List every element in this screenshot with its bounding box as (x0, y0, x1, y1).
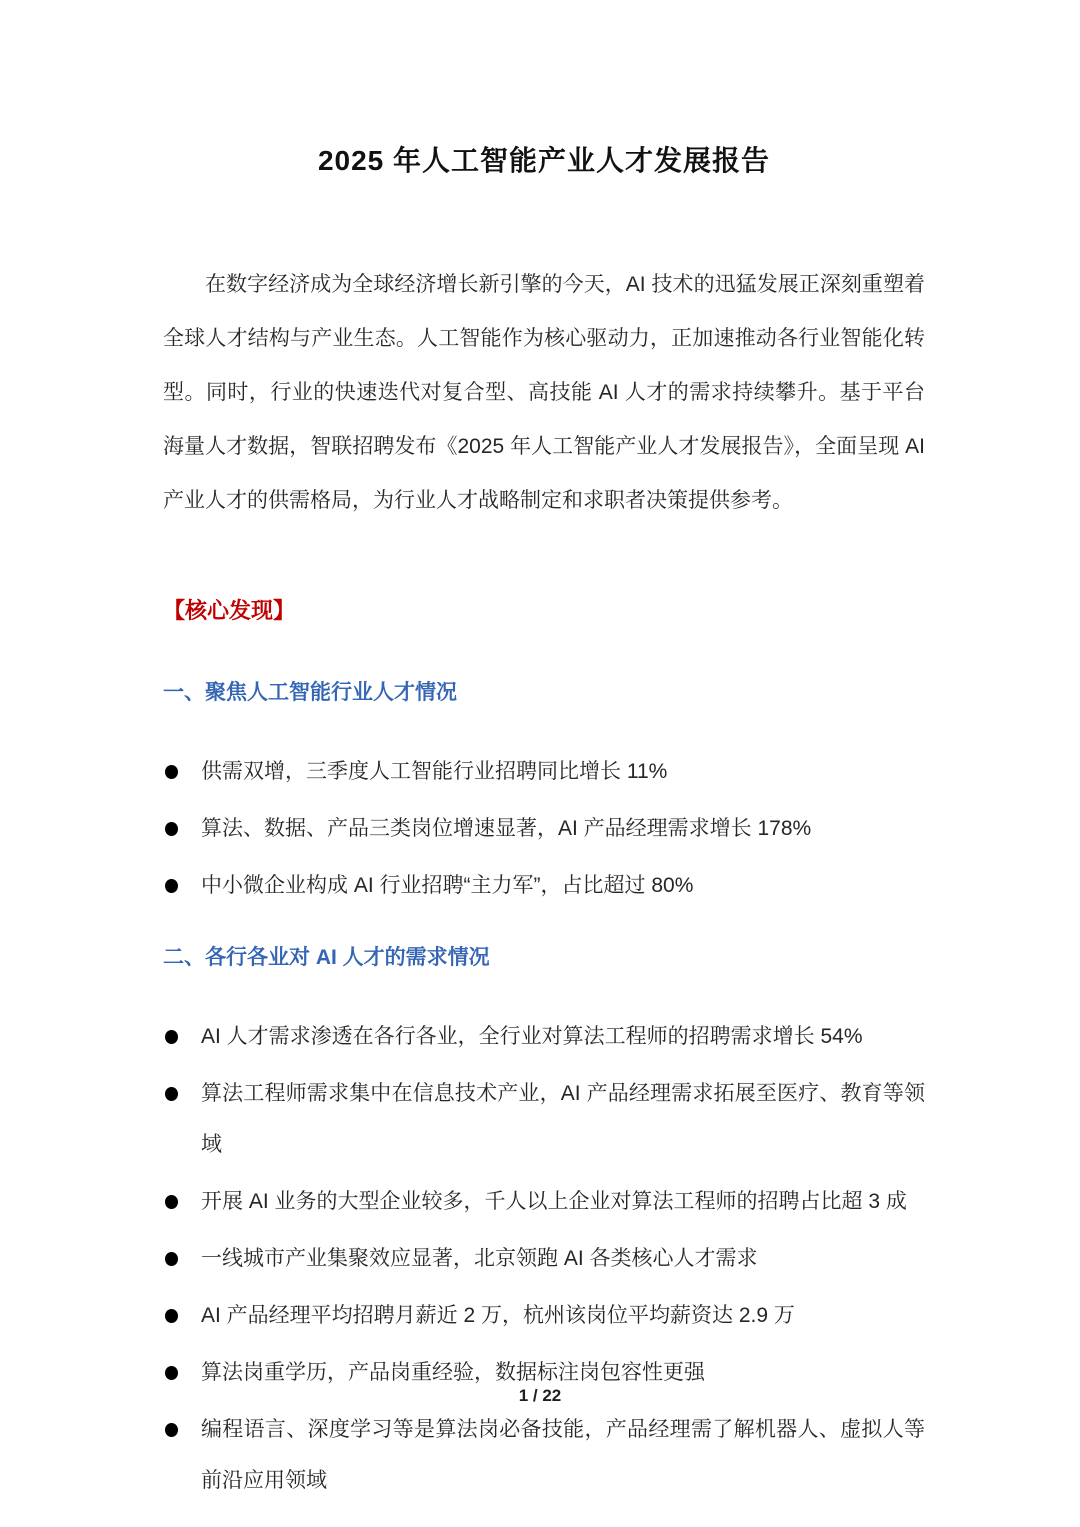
intro-paragraph: 在数字经济成为全球经济增长新引擎的今天，AI 技术的迅猛发展正深刻重塑着全球人才结构与产业生态。人工智能作为核心驱动力，正加速推动各行业智能化转型。同时，行业的快速迭代对复合型、高技能 AI 人才的需求持续攀升。基于平台海量人才数据，智联招聘发布《2025 年人工智能产业人才发展报告》，全面呈现 AI 产业人才的供需格局，为行业人才战略制定和求职者决策提供参考。 (163, 273, 925, 512)
list-item (163, 1290, 925, 1341)
list-item (163, 1011, 925, 1062)
list-item (163, 1176, 925, 1227)
list-item (163, 1404, 925, 1506)
bullet-list-section-1 (163, 746, 925, 911)
page-content (163, 0, 925, 1512)
core-findings-heading: 【核心发现】 (163, 598, 296, 623)
bullet-icon (165, 1309, 178, 1323)
bullet-icon (165, 879, 178, 893)
list-item (163, 746, 925, 797)
bullet-text: 一线城市产业集聚效应显著，北京领跑 AI 各类核心人才需求 (201, 1247, 758, 1270)
bullet-icon (165, 1423, 178, 1437)
bullet-icon (165, 1252, 178, 1266)
section-heading-1: 一、聚焦人工智能行业人才情况 (163, 681, 457, 704)
bullet-text: 中小微企业构成 AI 行业招聘“主力军”，占比超过 80% (201, 874, 694, 897)
bullet-icon (165, 822, 178, 836)
list-item (163, 803, 925, 854)
bullet-list-section-2 (163, 1011, 925, 1506)
bullet-icon (165, 765, 178, 779)
bullet-icon (165, 1030, 178, 1044)
bullet-text: 开展 AI 业务的大型企业较多，千人以上企业对算法工程师的招聘占比超 3 成 (201, 1190, 907, 1213)
section-heading-2: 二、各行各业对 AI 人才的需求情况 (163, 946, 490, 969)
bullet-icon (165, 1366, 178, 1380)
page-number: 1 / 22 (518, 1386, 562, 1405)
bullet-text: 算法、数据、产品三类岗位增速显著，AI 产品经理需求增长 178% (201, 817, 812, 840)
list-item (163, 860, 925, 911)
page-title: 2025 年人工智能产业人才发展报告 (317, 145, 771, 176)
bullet-text: 算法岗重学历，产品岗重经验，数据标注岗包容性更强 (201, 1361, 705, 1384)
bullet-icon (165, 1195, 178, 1209)
bullet-text: 算法工程师需求集中在信息技术产业，AI 产品经理需求拓展至医疗、教育等领域 (201, 1082, 925, 1156)
bullet-icon (165, 1087, 178, 1101)
bullet-text: AI 产品经理平均招聘月薪近 2 万，杭州该岗位平均薪资达 2.9 万 (201, 1304, 795, 1327)
bullet-text: AI 人才需求渗透在各行各业，全行业对算法工程师的招聘需求增长 54% (201, 1025, 863, 1048)
list-item (163, 1068, 925, 1170)
list-item (163, 1233, 925, 1284)
bullet-text: 编程语言、深度学习等是算法岗必备技能，产品经理需了解机器人、虚拟人等前沿应用领域 (201, 1418, 925, 1492)
bullet-text: 供需双增，三季度人工智能行业招聘同比增长 11% (201, 760, 668, 783)
